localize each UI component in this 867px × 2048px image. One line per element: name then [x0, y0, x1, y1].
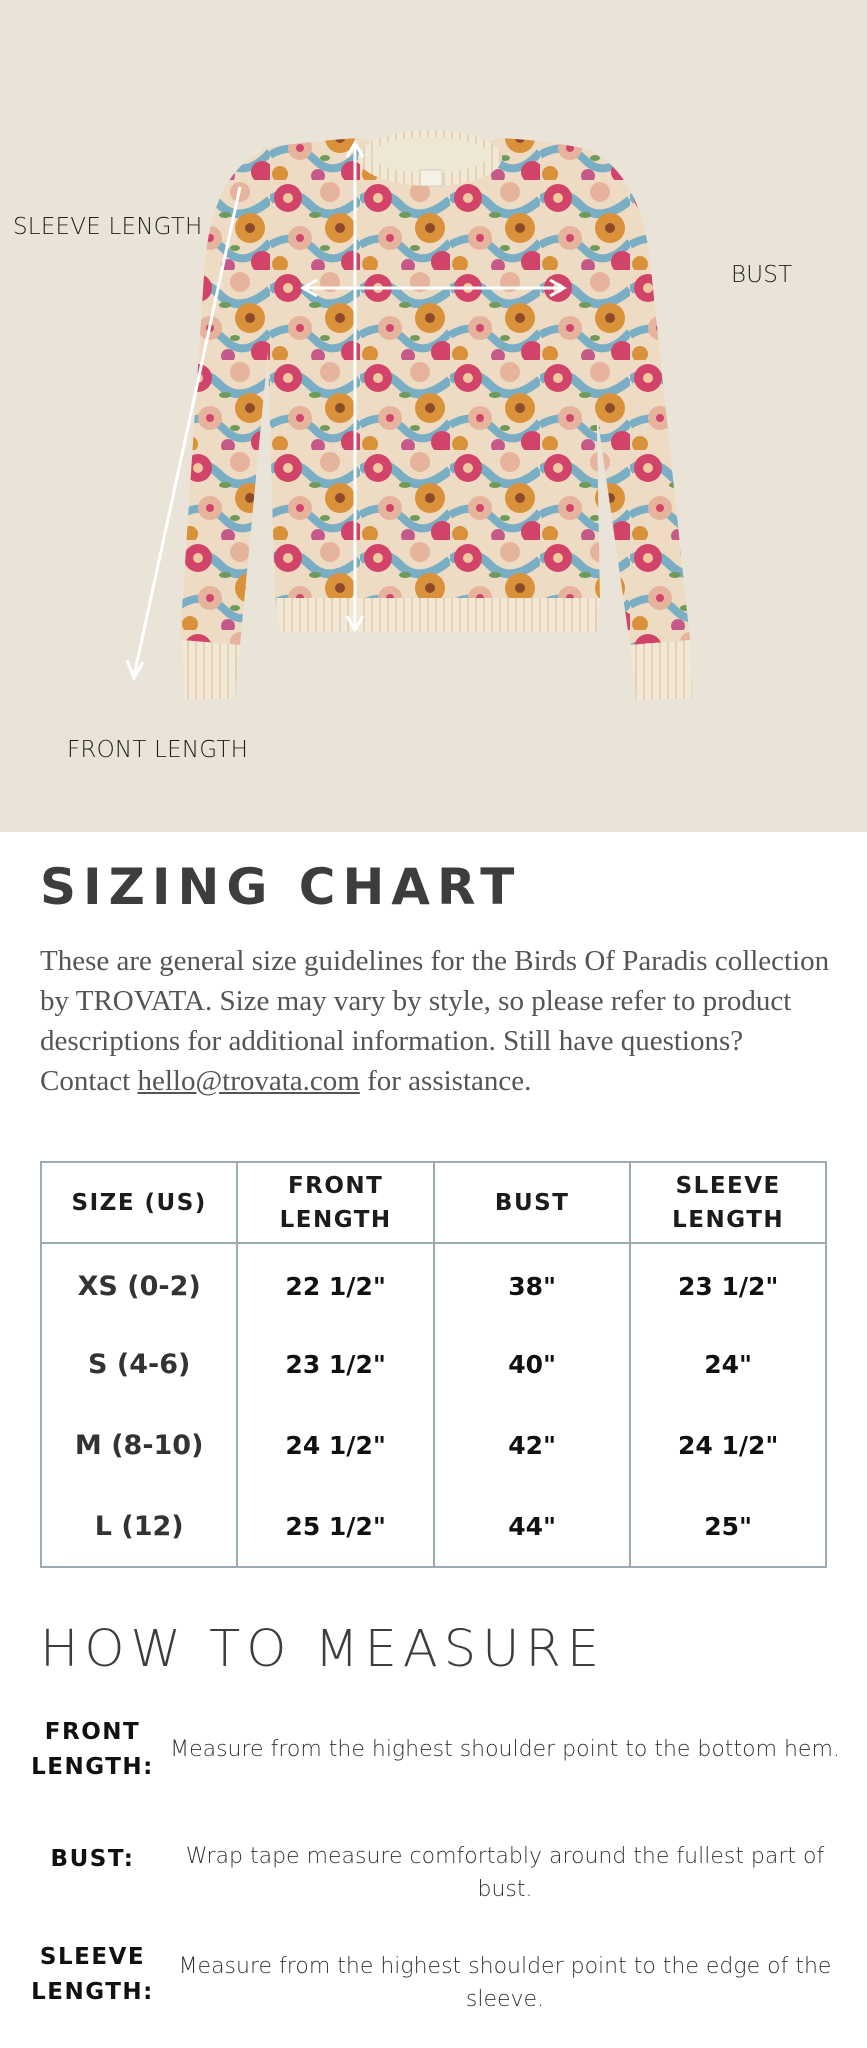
header-front-line1: FRONT [287, 1172, 384, 1199]
measure-label-line1: SLEEVE [39, 1944, 146, 1970]
header-sleeve-length [630, 1162, 826, 1243]
bust-label: BUST [731, 262, 793, 288]
sweater-illustration [0, 0, 867, 832]
header-front-line2: LENGTH [279, 1206, 392, 1233]
right-sleeve [585, 150, 690, 645]
size-table [40, 1161, 827, 1568]
table-row [41, 1486, 826, 1567]
sleeve-length-cell: 23 1/2" [630, 1243, 826, 1324]
front-length-cell: 24 1/2" [237, 1405, 434, 1486]
table-row [41, 1324, 826, 1405]
bottom-hem [275, 598, 600, 632]
measure-label-line1: FRONT [44, 1719, 141, 1745]
product-hero [0, 0, 867, 832]
table-row [41, 1405, 826, 1486]
header-sleeve-line2: LENGTH [672, 1206, 785, 1233]
how-to-measure-title: HOW TO MEASURE [40, 1620, 606, 1679]
sleeve-length-cell: 24 1/2" [630, 1405, 826, 1486]
size-cell: XS (0-2) [41, 1243, 237, 1324]
right-cuff [630, 640, 692, 700]
bust-cell: 38" [434, 1243, 630, 1324]
measure-item-bust [0, 1840, 867, 1912]
front-length-cell: 23 1/2" [237, 1324, 434, 1405]
sizing-chart-title: SIZING CHART [40, 858, 522, 916]
sweater-body [262, 138, 600, 600]
measure-description: Measure from the highest shoulder point to the bottom hem. [170, 1737, 840, 1762]
bust-cell: 42" [434, 1405, 630, 1486]
measure-item-sleeve-length [0, 1940, 867, 2012]
front-length-label: FRONT LENGTH [67, 737, 249, 763]
sleeve-length-cell: 24" [630, 1324, 826, 1405]
measure-description: Measure from the highest shoulder point to the edge of the sleeve. [178, 1954, 832, 2012]
bust-cell: 44" [434, 1486, 630, 1567]
sleeve-length-cell: 25" [630, 1486, 826, 1567]
sleeve-length-label: SLEEVE LENGTH [13, 214, 203, 240]
header-size: SIZE (US) [41, 1162, 237, 1243]
measure-label [20, 1715, 165, 1785]
intro-text: These are general size guidelines for the Birds Of Paradis collection by TROVATA. Size may vary by style, so please refer to product descriptions for additional information. Still have questions? Contact [40, 945, 830, 1097]
sizing-intro [40, 941, 830, 1101]
measure-item-front-length [0, 1715, 867, 1787]
left-cuff [182, 640, 240, 700]
front-length-cell: 25 1/2" [237, 1486, 434, 1567]
measure-label [20, 1940, 165, 2010]
contact-email-link[interactable]: hello@trovata.com [137, 1065, 360, 1097]
measure-label-line2: LENGTH: [31, 1754, 154, 1780]
measure-label [20, 1842, 165, 1877]
table-row [41, 1243, 826, 1324]
measure-label-line2: LENGTH: [31, 1979, 154, 2005]
measure-description: Wrap tape measure comfortably around the fullest part of bust. [185, 1844, 825, 1902]
header-front-length [237, 1162, 434, 1243]
size-table-header [41, 1162, 826, 1243]
intro-suffix: for assistance. [359, 1065, 532, 1097]
size-cell: L (12) [41, 1486, 237, 1567]
measure-label-line1: BUST: [50, 1846, 135, 1872]
header-bust: BUST [434, 1162, 630, 1243]
bust-cell: 40" [434, 1324, 630, 1405]
front-length-cell: 22 1/2" [237, 1243, 434, 1324]
size-cell: S (4-6) [41, 1324, 237, 1405]
size-cell: M (8-10) [41, 1405, 237, 1486]
header-sleeve-line1: SLEEVE [675, 1172, 781, 1199]
